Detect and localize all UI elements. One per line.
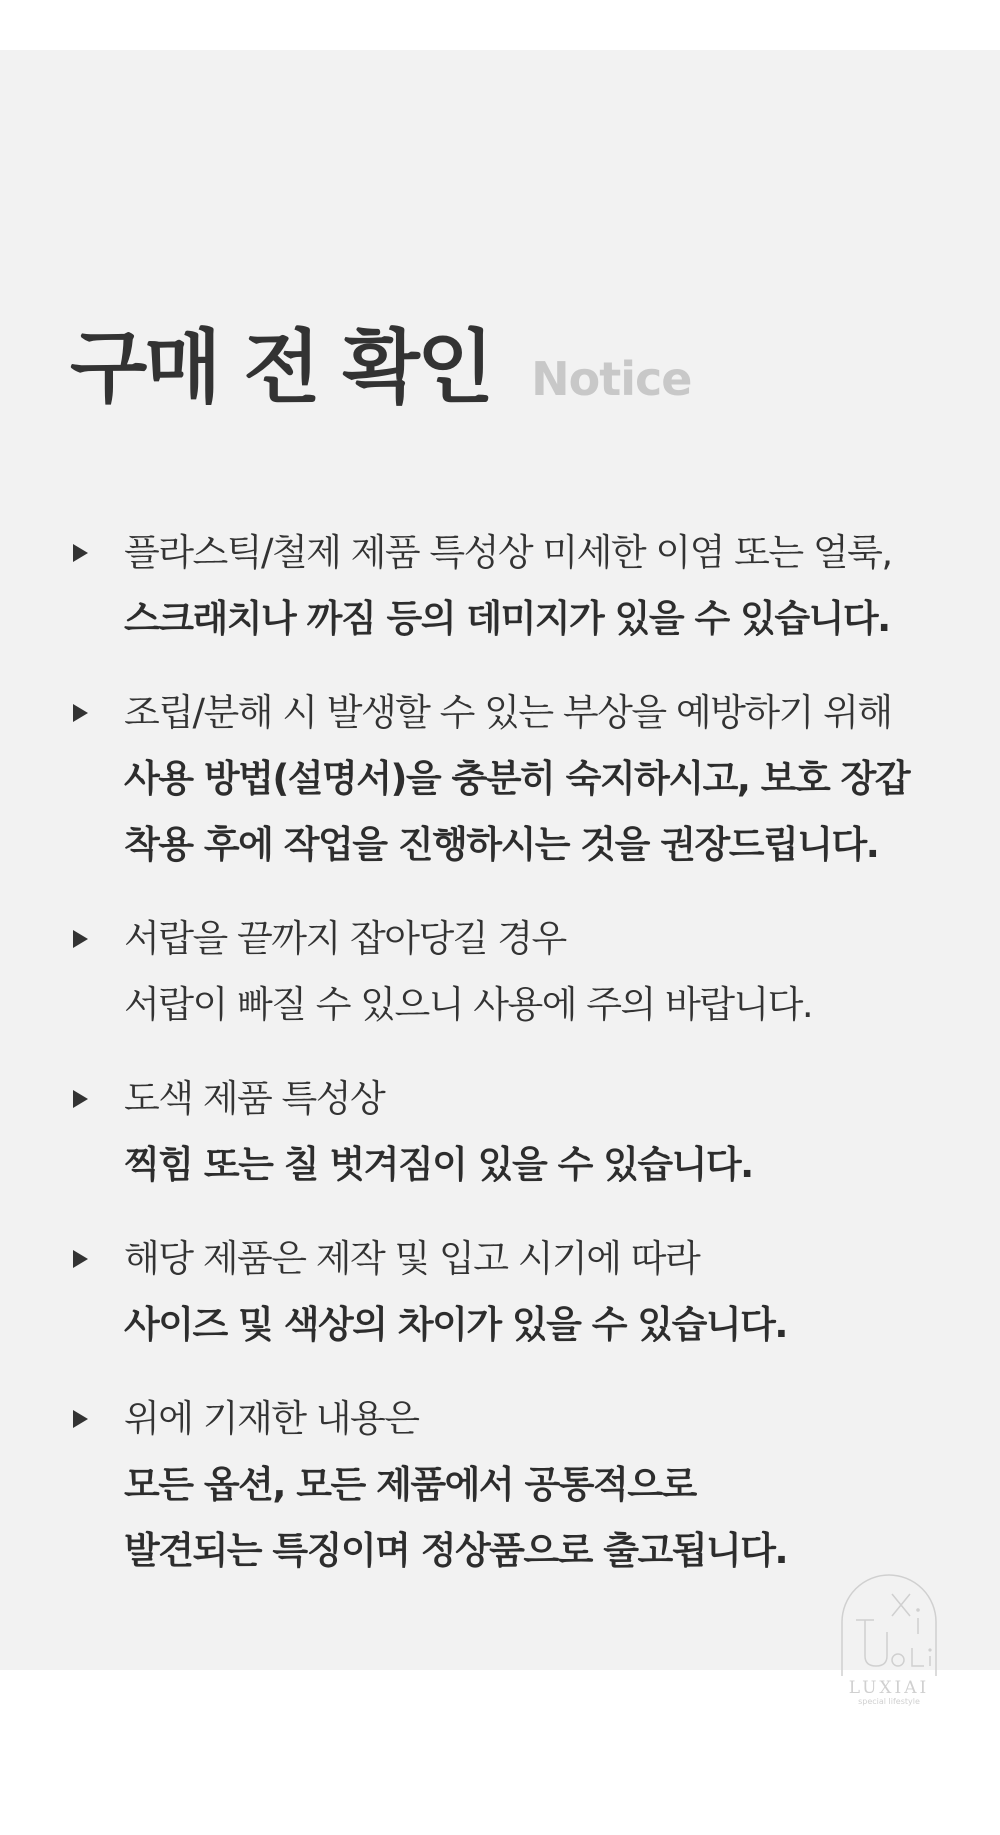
- notice-header: [70, 321, 692, 414]
- notice-item: [70, 680, 950, 878]
- notice-line: 찍힘 또는 칠 벗겨짐이 있을 수 있습니다.: [124, 1143, 753, 1186]
- notice-item: [70, 906, 950, 1038]
- notice-line: 조립/분해 시 발생할 수 있는 부상을 예방하기 위해: [124, 691, 892, 734]
- notice-line: 위에 기재한 내용은: [124, 1397, 419, 1440]
- notice-line: 발견되는 특징이며 정상품으로 출고됩니다.: [124, 1529, 788, 1572]
- bullet-triangle-icon: [73, 1250, 88, 1268]
- page-subtitle: Notice: [531, 352, 692, 406]
- notice-line: 사이즈 및 색상의 차이가 있을 수 있습니다.: [124, 1303, 787, 1346]
- notice-line: 서랍을 끝까지 잡아당길 경우: [124, 917, 566, 960]
- notice-line: 도색 제품 특성상: [124, 1077, 385, 1120]
- notice-line: 서랍이 빠질 수 있으니 사용에 주의 바랍니다.: [124, 983, 813, 1026]
- logo-tagline: special lifestyle: [858, 1697, 920, 1706]
- logo-brand-text: LUXIAI: [848, 1678, 930, 1698]
- brand-logo: [834, 1572, 944, 1712]
- bullet-triangle-icon: [73, 704, 88, 722]
- page-title: 구매 전 확인: [70, 321, 492, 414]
- bullet-triangle-icon: [73, 1410, 88, 1428]
- bullet-triangle-icon: [73, 544, 88, 562]
- notice-item: [70, 1066, 950, 1198]
- bullet-triangle-icon: [73, 1090, 88, 1108]
- notice-line: 플라스틱/철제 제품 특성상 미세한 이염 또는 얼룩,: [124, 531, 892, 574]
- notice-line: 사용 방법(설명서)을 충분히 숙지하시고, 보호 장갑: [124, 757, 910, 800]
- notice-item: [70, 520, 950, 652]
- notice-line: 스크래치나 까짐 등의 데미지가 있을 수 있습니다.: [124, 597, 890, 640]
- bullet-triangle-icon: [73, 930, 88, 948]
- notice-line: 착용 후에 작업을 진행하시는 것을 권장드립니다.: [124, 823, 879, 866]
- notice-item: [70, 1386, 950, 1584]
- notice-line: 모든 옵션, 모든 제품에서 공통적으로: [124, 1463, 696, 1506]
- notice-item: [70, 1226, 950, 1358]
- logo-monogram-icon: [834, 1572, 944, 1676]
- notice-list: [70, 520, 950, 1612]
- notice-line: 해당 제품은 제작 및 입고 시기에 따라: [124, 1237, 700, 1280]
- notice-panel: [0, 50, 1000, 1706]
